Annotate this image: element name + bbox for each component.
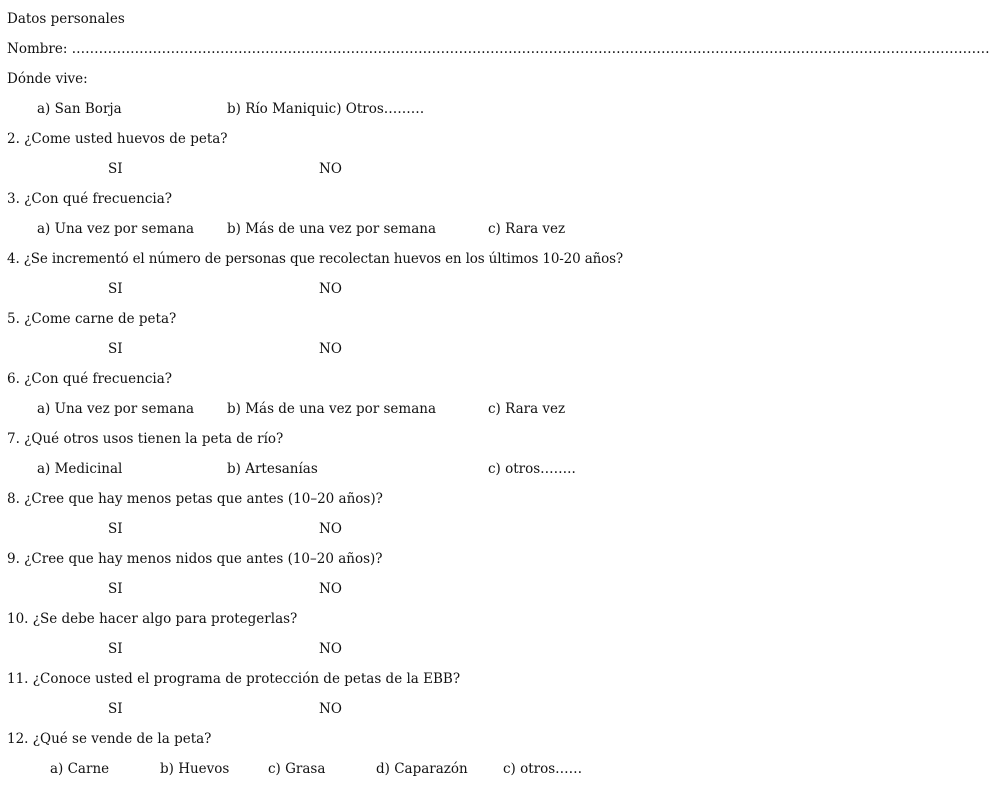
q10-option-no: NO (319, 641, 342, 657)
q6-option-a: a) Una vez por semana (37, 401, 195, 417)
q1-option-a: a) San Borja (37, 101, 122, 117)
q4-option-no: NO (319, 281, 342, 297)
q3-option-a: a) Una vez por semana (37, 221, 195, 237)
q8-option-si: SI (108, 521, 123, 537)
q7-text: 7. ¿Qué otros usos tienen la peta de río? (7, 431, 284, 447)
q6-option-b: b) Más de una vez por semana (227, 401, 436, 417)
nombre-field: Nombre: …………………………………………………………………………………………………………………………………………………………………………………… (7, 41, 990, 57)
q11-option-si: SI (108, 701, 123, 717)
q4-option-si: SI (108, 281, 123, 297)
q5-option-no: NO (319, 341, 342, 357)
section-title: Datos personales (7, 11, 125, 27)
q8-option-no: NO (319, 521, 342, 537)
q9-option-no: NO (319, 581, 342, 597)
q12-option-c: c) Grasa (268, 761, 326, 777)
q5-text: 5. ¿Come carne de peta? (7, 311, 177, 327)
q10-option-si: SI (108, 641, 123, 657)
q5-option-si: SI (108, 341, 123, 357)
donde-vive-label: Dónde vive: (7, 71, 88, 87)
q12-option-a: a) Carne (50, 761, 110, 777)
q8-text: 8. ¿Cree que hay menos petas que antes (10–20 años)? (7, 491, 383, 507)
q3-option-b: b) Más de una vez por semana (227, 221, 436, 237)
q11-text: 11. ¿Conoce usted el programa de protección de petas de la EBB? (7, 671, 461, 687)
q6-option-c: c) Rara vez (488, 401, 566, 417)
q12-option-b: b) Huevos (160, 761, 230, 777)
q2-option-si: SI (108, 161, 123, 177)
q11-option-no: NO (319, 701, 342, 717)
q7-option-a: a) Medicinal (37, 461, 123, 477)
q12-text: 12. ¿Qué se vende de la peta? (7, 731, 212, 747)
q12-option-d: d) Caparazón (376, 761, 468, 777)
q3-option-c: c) Rara vez (488, 221, 566, 237)
q2-option-no: NO (319, 161, 342, 177)
q2-text: 2. ¿Come usted huevos de peta? (7, 131, 228, 147)
q7-option-c: c) otros…….. (488, 461, 576, 477)
q7-option-b: b) Artesanías (227, 461, 318, 477)
q9-text: 9. ¿Cree que hay menos nidos que antes (10–20 años)? (7, 551, 383, 567)
q10-text: 10. ¿Se debe hacer algo para protegerlas? (7, 611, 298, 627)
q4-text: 4. ¿Se incrementó el número de personas que recolectan huevos en los últimos 10-20 años? (7, 251, 623, 267)
q3-text: 3. ¿Con qué frecuencia? (7, 191, 173, 207)
q9-option-si: SI (108, 581, 123, 597)
q1-option-b: b) Río Maniquic) Otros……… (227, 101, 425, 117)
q12-option-e: c) otros…… (503, 761, 583, 777)
q6-text: 6. ¿Con qué frecuencia? (7, 371, 173, 387)
